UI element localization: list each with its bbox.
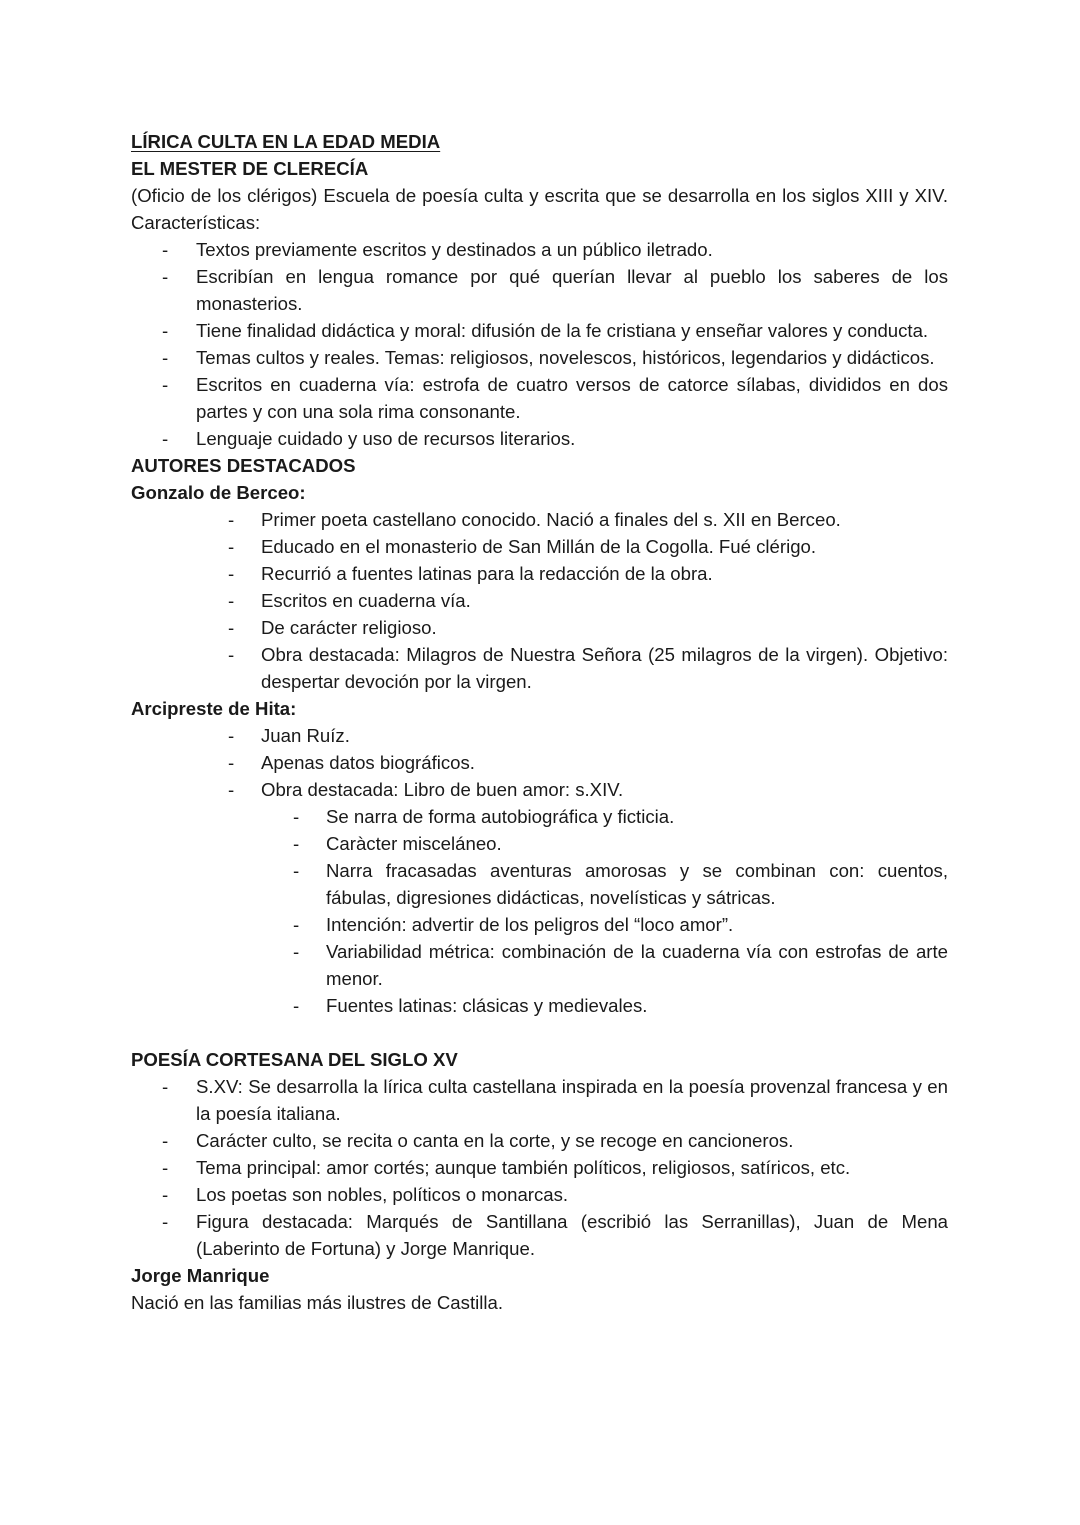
list-item [131, 344, 948, 371]
list-item-text: De carácter religioso. [261, 617, 437, 638]
list-item-text: Juan Ruíz. [261, 725, 350, 746]
list-item-text: S.XV: Se desarrolla la lírica culta castellana inspirada en la poesía provenzal francesa y en la poesía italiana. [196, 1076, 948, 1124]
list-item-text: Escribían en lengua romance por qué querían llevar al pueblo los saberes de los monasterios. [196, 266, 948, 314]
dash-bullet: - [228, 752, 235, 773]
dash-bullet: - [162, 1211, 169, 1232]
dash-bullet: - [162, 347, 169, 368]
hita-list [131, 722, 948, 803]
document-content [131, 128, 948, 1316]
mester-intro: (Oficio de los clérigos) Escuela de poesía culta y escrita que se desarrolla en los siglos XIII y XIV. Características: [131, 185, 948, 233]
list-item [131, 560, 948, 587]
list-item [131, 317, 948, 344]
list-item-text: Carácter culto, se recita o canta en la corte, y se recoge en cancioneros. [196, 1130, 794, 1151]
dash-bullet: - [293, 833, 300, 854]
author-heading-berceo: Gonzalo de Berceo: [131, 482, 306, 503]
list-item-text: Lenguaje cuidado y uso de recursos literarios. [196, 428, 576, 449]
list-item [131, 1208, 948, 1262]
list-item [131, 992, 948, 1019]
list-item [131, 911, 948, 938]
list-item [131, 1127, 948, 1154]
list-item [131, 938, 948, 992]
list-item-text: Intención: advertir de los peligros del “loco amor”. [326, 914, 734, 935]
list-item-text: Caràcter misceláneo. [326, 833, 502, 854]
list-item-text: Tiene finalidad didáctica y moral: difusión de la fe cristiana y enseñar valores y conducta. [196, 320, 929, 341]
dash-bullet: - [228, 590, 235, 611]
blank-line [131, 1019, 948, 1046]
list-item-text: Variabilidad métrica: combinación de la cuaderna vía con estrofas de arte menor. [326, 941, 948, 989]
list-item-text: Tema principal: amor cortés; aunque también políticos, religiosos, satíricos, etc. [196, 1157, 851, 1178]
list-item [131, 263, 948, 317]
list-item-text: Recurrió a fuentes latinas para la redacción de la obra. [261, 563, 713, 584]
list-item-text: Temas cultos y reales. Temas: religiosos, novelescos, históricos, legendarios y didácticos. [196, 347, 935, 368]
section-heading-cortesana: POESÍA CORTESANA DEL SIGLO XV [131, 1049, 458, 1070]
list-item [131, 587, 948, 614]
list-item-text: Textos previamente escritos y destinados a un público iletrado. [196, 239, 713, 260]
berceo-list [131, 506, 948, 695]
list-item [131, 533, 948, 560]
list-item [131, 641, 948, 695]
list-item [131, 749, 948, 776]
dash-bullet: - [162, 266, 169, 287]
dash-bullet: - [228, 779, 235, 800]
list-item [131, 425, 948, 452]
dash-bullet: - [228, 725, 235, 746]
section-heading-manrique: Jorge Manrique [131, 1265, 270, 1286]
list-item [131, 722, 948, 749]
list-item-text: Obra destacada: Milagros de Nuestra Señora (25 milagros de la virgen). Objetivo: despertar devoción por la virgen. [261, 644, 948, 692]
cortesana-list [131, 1073, 948, 1262]
list-item [131, 857, 948, 911]
list-item [131, 803, 948, 830]
list-item [131, 1181, 948, 1208]
list-item [131, 614, 948, 641]
author-heading-hita: Arcipreste de Hita: [131, 698, 297, 719]
list-item [131, 371, 948, 425]
list-item-text: Obra destacada: Libro de buen amor: s.XIV. [261, 779, 624, 800]
dash-bullet: - [293, 806, 300, 827]
page-title: LÍRICA CULTA EN LA EDAD MEDIA [131, 131, 441, 152]
list-item-text: Educado en el monasterio de San Millán de la Cogolla. Fué clérigo. [261, 536, 817, 557]
dash-bullet: - [293, 860, 300, 881]
dash-bullet: - [162, 1184, 169, 1205]
section-heading-mester: EL MESTER DE CLERECÍA [131, 158, 369, 179]
dash-bullet: - [228, 617, 235, 638]
dash-bullet: - [162, 320, 169, 341]
list-item [131, 830, 948, 857]
dash-bullet: - [228, 509, 235, 530]
list-item-text: Narra fracasadas aventuras amorosas y se combinan con: cuentos, fábulas, digresiones didácticas, novelísticas y sátricas. [326, 860, 948, 908]
hita-sublist [131, 803, 948, 1019]
list-item [131, 506, 948, 533]
list-item-text: Escritos en cuaderna vía: estrofa de cuatro versos de catorce sílabas, divididos en dos partes y con una sola rima consonante. [196, 374, 948, 422]
dash-bullet: - [162, 1157, 169, 1178]
list-item [131, 1154, 948, 1181]
list-item-text: Apenas datos biográficos. [261, 752, 475, 773]
dash-bullet: - [293, 914, 300, 935]
list-item-text: Se narra de forma autobiográfica y ficticia. [326, 806, 675, 827]
list-item-text: Figura destacada: Marqués de Santillana (escribió las Serranillas), Juan de Mena (Laberinto de Fortuna) y Jorge Manrique. [196, 1211, 948, 1259]
dash-bullet: - [162, 428, 169, 449]
dash-bullet: - [162, 1130, 169, 1151]
dash-bullet: - [228, 644, 235, 665]
list-item-text: Escritos en cuaderna vía. [261, 590, 471, 611]
list-item [131, 1073, 948, 1127]
dash-bullet: - [162, 374, 169, 395]
list-item-text: Primer poeta castellano conocido. Nació a finales del s. XII en Berceo. [261, 509, 841, 530]
section-heading-autores: AUTORES DESTACADOS [131, 455, 356, 476]
manrique-text: Nació en las familias más ilustres de Castilla. [131, 1292, 504, 1313]
mester-list [131, 236, 948, 452]
dash-bullet: - [228, 536, 235, 557]
list-item-text: Los poetas son nobles, políticos o monarcas. [196, 1184, 569, 1205]
dash-bullet: - [162, 1076, 169, 1097]
dash-bullet: - [228, 563, 235, 584]
list-item [131, 236, 948, 263]
dash-bullet: - [162, 239, 169, 260]
dash-bullet: - [293, 995, 300, 1016]
list-item-text: Fuentes latinas: clásicas y medievales. [326, 995, 648, 1016]
list-item [131, 776, 948, 803]
dash-bullet: - [293, 941, 300, 962]
